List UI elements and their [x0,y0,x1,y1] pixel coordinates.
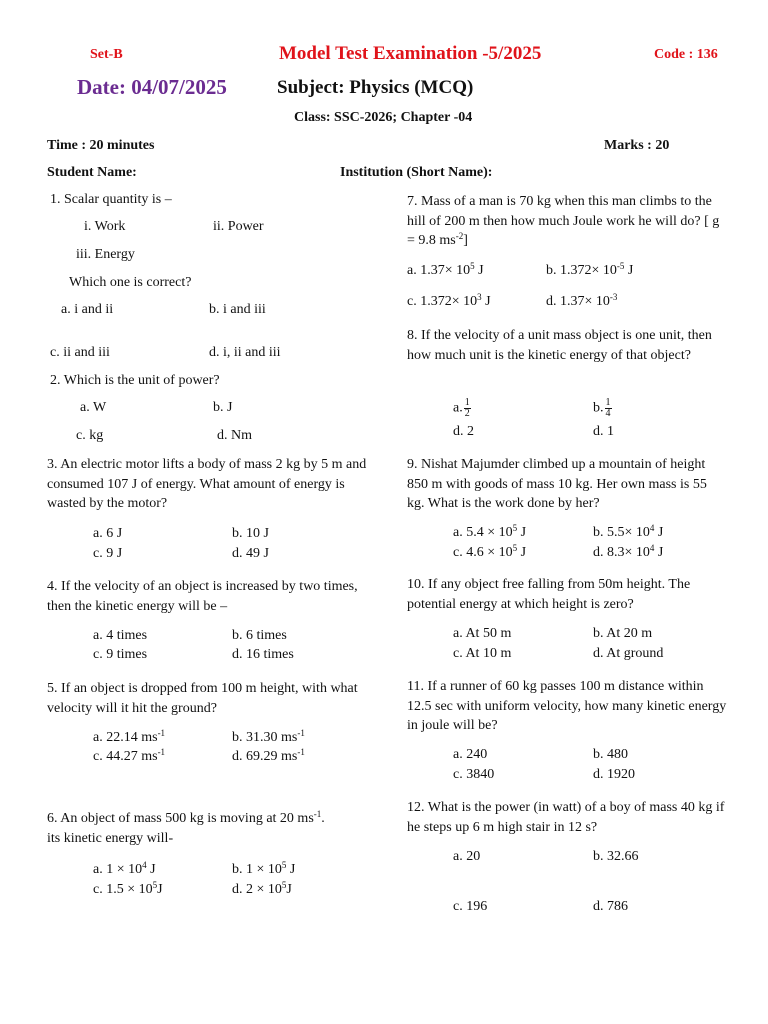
q1-option-a[interactable]: a. i and ii [61,302,114,317]
student-name-label: Student Name: [47,165,137,180]
q7-option-a[interactable]: a. $1.37\times 10^5$ J [407,261,484,278]
q11-option-b[interactable]: b. 480 [593,747,628,762]
q4-option-c[interactable]: c. 9 times [93,647,148,662]
q5-option-d[interactable]: d. 69.29 $ms^{-1}$ [232,747,305,764]
q9-option-a[interactable]: a. $5.4 \times 10^5$ J [453,523,527,540]
fraction-one-quarter: $\frac{1}{4}$ [605,397,611,419]
set-label: Set-B [90,47,123,62]
q11-option-d[interactable]: d. 1920 [593,767,635,782]
q1-stem: 1. Scalar quantity is – [50,192,172,207]
marks-label: Marks : 20 [604,138,670,153]
q7-option-c[interactable]: c. $1.372\times 10^3$ J [407,292,491,309]
q8-stem: 8. If the velocity of a unit mass object is one unit, then how much unit is the kinetic energy of that object? [407,328,712,363]
q7-stem: 7. Mass of a man is 70 kg when this man climbs to the hill of 200 m then how much Joule work he will do? [ g = 9.8 $ms^{-2}$] [407,194,720,248]
q6-stem-line2: its kinetic energy will- [47,831,174,846]
q4-option-b[interactable]: b. 6 times [232,628,287,643]
q1-statement-2: ii. Power [213,219,264,234]
q5-stem: 5. If an object is dropped from 100 m height, with what velocity will it hit the ground? [47,681,358,716]
q1-option-c[interactable]: c. ii and iii [50,345,110,360]
q12-option-c[interactable]: c. 196 [453,899,488,914]
q11-option-c[interactable]: c. 3840 [453,767,495,782]
q1-option-d[interactable]: d. i, ii and iii [209,345,281,360]
class-label: Class: SSC-2026; Chapter -04 [294,110,473,125]
q4-stem: 4. If the velocity of an object is increased by two times, then the kinetic energy will be – [47,579,358,614]
q9-stem: 9. Nishat Majumder climbed up a mountain of height 850 m with goods of mass 10 kg. Her own mass is 55 kg. What is the work done by her? [407,457,707,511]
q5-option-a[interactable]: a. 22.14 $ms^{-1}$ [93,728,166,745]
code-label: Code : 136 [654,47,718,62]
exam-title: Model Test Examination -5/2025 [279,43,542,64]
q10-option-d[interactable]: d. At ground [593,646,664,661]
q11-option-a[interactable]: a. 240 [453,747,488,762]
q1-statement-1: i. Work [84,219,126,234]
q10-option-b[interactable]: b. At 20 m [593,626,653,641]
q12-option-b[interactable]: b. 32.66 [593,849,639,864]
institution-label: Institution (Short Name): [340,165,493,180]
q1-prompt: Which one is correct? [69,275,192,290]
q12-stem: 12. What is the power (in watt) of a boy of mass 40 kg if he steps up 6 m high stair in 12 s? [407,800,725,835]
q7-option-b[interactable]: b. $1.372\times 10^{-5}$ J [546,261,634,278]
q2-option-c[interactable]: c. kg [76,428,104,443]
q10-option-a[interactable]: a. At 50 m [453,626,512,641]
q6-option-a[interactable]: a. $1 \times 10^4$ J [93,860,156,877]
q8-option-b[interactable]: b. $\frac{1}{4}$ [593,397,611,419]
q8-option-a[interactable]: a. $\frac{1}{2}$ [453,397,470,419]
q9-option-c[interactable]: c. $4.6 \times 10^5$ J [453,543,527,560]
q1-option-b[interactable]: b. i and iii [209,302,266,317]
q11-stem: 11. If a runner of 60 kg passes 100 m distance within 12.5 sec with uniform velocity, how many kinetic energy in joule will be? [407,679,727,733]
q6-option-b[interactable]: b. $1 \times 10^5$ J [232,860,296,877]
q5-option-b[interactable]: b. 31.30 $ms^{-1}$ [232,728,305,745]
q3-option-c[interactable]: c. 9 J [93,546,123,561]
q12-option-d[interactable]: d. 786 [593,899,628,914]
subject-label: Subject: Physics (MCQ) [277,77,474,98]
q8-option-c[interactable]: d. 2 [453,424,474,439]
fraction-one-half: $\frac{1}{2}$ [464,397,470,419]
q7-option-d[interactable]: d. $1.37\times 10^{-3}$ [546,292,618,309]
q6-option-c[interactable]: c. $1.5 \times 10^5J$ [93,880,163,897]
q10-stem: 10. If any object free falling from 50m height. The potential energy at which height is zero? [407,577,691,612]
q10-option-c[interactable]: c. At 10 m [453,646,512,661]
q2-stem: 2. Which is the unit of power? [50,373,220,388]
q3-option-b[interactable]: b. 10 J [232,526,269,541]
q8-option-d[interactable]: d. 1 [593,424,614,439]
q9-option-d[interactable]: d. $8.3\times 10^4$ J [593,543,664,560]
q6-stem: 6. An object of mass 500 kg is moving at 20 $ms^{-1}$. [47,809,325,826]
q2-option-a[interactable]: a. W [80,400,107,415]
q4-option-d[interactable]: d. 16 times [232,647,294,662]
q9-option-b[interactable]: b. $5.5\times 10^4$ J [593,523,664,540]
q3-option-d[interactable]: d. 49 J [232,546,269,561]
q3-option-a[interactable]: a. 6 J [93,526,123,541]
exam-date: Date: 04/07/2025 [77,75,227,99]
q2-option-d[interactable]: d. Nm [217,428,252,443]
q1-statement-3: iii. Energy [76,247,135,262]
q5-option-c[interactable]: c. 44.27 $ms^{-1}$ [93,747,166,764]
q12-option-a[interactable]: a. 20 [453,849,481,864]
q6-option-d[interactable]: d. $2 \times 10^5J$ [232,880,292,897]
q2-option-b[interactable]: b. J [213,400,233,415]
q4-option-a[interactable]: a. 4 times [93,628,148,643]
q3-stem: 3. An electric motor lifts a body of mass 2 kg by 5 m and consumed 107 J of energy. What amount of energy is wasted by the motor? [47,457,367,511]
time-label: Time : 20 minutes [47,138,155,153]
